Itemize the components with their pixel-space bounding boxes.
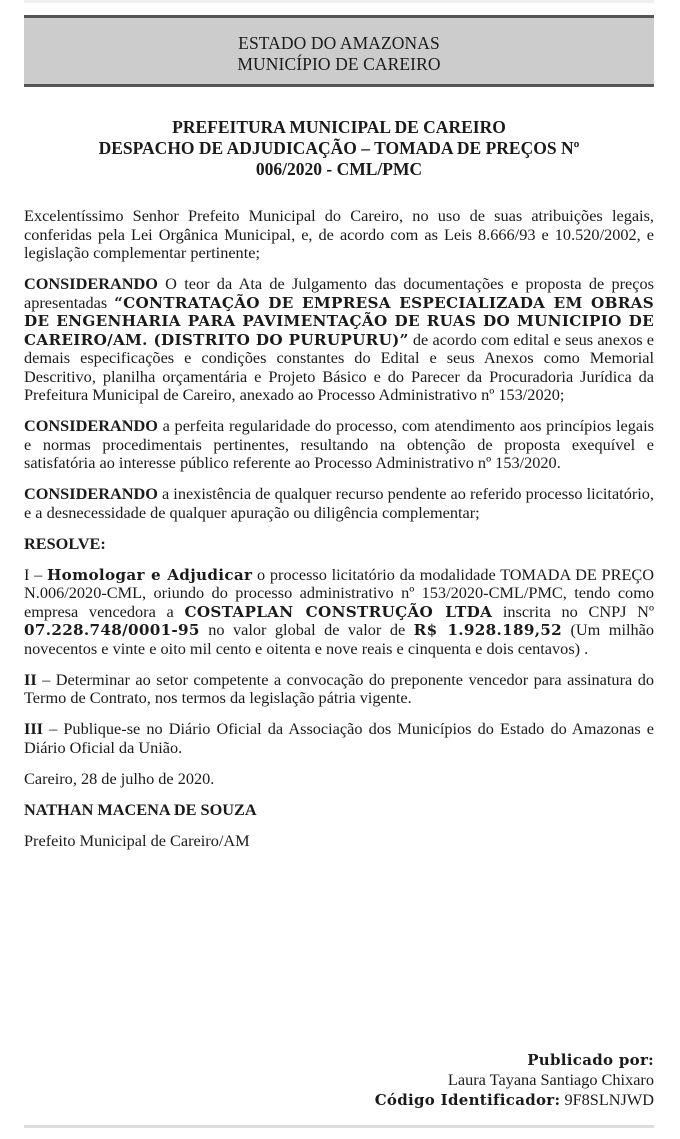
contract-object: “CONTRATAÇÃO DE EMPRESA ESPECIALIZADA EM OBRAS DE ENGENHARIA PARA PAVIMENTAÇÃO DE RUAS DO MUNICIPIO DE CAREIRO/AM. (DISTRITO DO PURUPURU)” <box>24 293 654 349</box>
considerando-keyword: CONSIDERANDO <box>24 484 158 503</box>
intro-paragraph: Excelentíssimo Senhor Prefeito Municipal do Careiro, no uso de suas atribuições legais, conferidas pela Lei Orgânica Municipal, e, de acordo com as Leis 8.666/93 e 10.520/2002, e legislação complementar pertinente; <box>24 206 654 262</box>
header-state: ESTADO DO AMAZONAS <box>238 33 440 53</box>
identifier-code-line <box>375 1090 654 1110</box>
resolve-label: RESOLVE: <box>24 533 106 553</box>
item-text: – Publique-se no Diário Oficial da Associação dos Municípios do Estado do Amazonas e Diário Oficial da União. <box>24 719 654 757</box>
item-text: (Um milhão novecentos e vinte e oito mil cento e oitenta e nove reais e cinquenta e dois centavos) . <box>24 620 655 658</box>
considerando-paragraph-2 <box>24 417 654 473</box>
document-title <box>24 117 654 180</box>
published-by-label: Publicado por: <box>527 1051 654 1069</box>
identifier-code: 9F8SLNJWD <box>564 1090 654 1109</box>
company-cnpj: 07.228.748/0001-95 <box>24 621 200 639</box>
considerando-text: de acordo com edital e seus anexos e demais especificações e condições constantes do Edital e seus Anexos como Memorial Descritivo, planilha orçamentária e Projeto Básico e do Parecer da Procuradoria Jurídica da Prefeitura Municipal de Careiro, anexado ao Processo Administrativo nº 153/2020; <box>24 329 654 404</box>
considerando-text: O teor da Ata de Julgamento das documentações e proposta de preços apresentadas <box>24 274 654 312</box>
resolution-item-3 <box>24 720 654 757</box>
publication-info <box>375 1050 654 1110</box>
item-prefix: I – <box>24 564 48 584</box>
item-action: Homologar e Adjudicar <box>47 565 253 584</box>
resolution-item-1 <box>24 566 654 659</box>
signatory-name: NATHAN MACENA DE SOUZA <box>24 799 257 819</box>
header-band <box>24 15 654 87</box>
signatory-role: Prefeito Municipal de Careiro/AM <box>24 830 250 850</box>
considerando-keyword: CONSIDERANDO <box>24 274 158 293</box>
item-prefix: III <box>24 719 44 738</box>
item-text: – Determinar ao setor competente a convocação do preponente vencedor para assinatura do Termo de Contrato, nos termos da legislação pátria vigente. <box>24 669 654 707</box>
considerando-paragraph-3 <box>24 485 654 522</box>
considerando-paragraph-1 <box>24 275 654 405</box>
item-prefix: II <box>24 669 37 689</box>
considerando-text: a inexistência de qualquer recurso pendente ao referido processo licitatório, e a desnecessidade de qualquer apuração ou diligência complementar; <box>24 484 654 522</box>
global-value: R$ 1.928.189,52 <box>413 621 563 639</box>
title-line-1: PREFEITURA MUNICIPAL DE CAREIRO <box>172 117 506 137</box>
title-line-2: DESPACHO DE ADJUDICAÇÃO – TOMADA DE PREÇOS Nº <box>98 138 580 158</box>
item-text: o processo licitatório da modalidade TOMADA DE PREÇO N.006/2020-CML, oriundo do processo administrativo nº 153/2020-CML/PMC, tendo como empresa vencedora a <box>24 564 655 621</box>
bottom-rule <box>24 1125 654 1128</box>
publisher-name: Laura Tayana Santiago Chixaro <box>447 1070 654 1089</box>
item-text: no valor global de valor de <box>199 620 414 639</box>
title-line-3: 006/2020 - CML/PMC <box>255 159 423 179</box>
resolution-item-2 <box>24 671 654 708</box>
top-rule <box>24 0 654 3</box>
identifier-code-label: Código Identificador: <box>374 1091 561 1109</box>
winning-company: COSTAPLAN CONSTRUÇÃO LTDA <box>184 602 493 621</box>
document-body <box>24 207 654 863</box>
header-municipality: MUNICÍPIO DE CAREIRO <box>237 54 441 74</box>
item-text: inscrita no CNPJ Nº <box>492 601 654 621</box>
considerando-text: a perfeita regularidade do processo, com atendimento aos princípios legais e normas procedimentais pertinentes, resultando na obtenção de proposta exequível e satisfatória ao interesse público referente ao Processo Administrativo nº 153/2020. <box>24 416 654 472</box>
date-line: Careiro, 28 de julho de 2020. <box>24 768 215 788</box>
considerando-keyword: CONSIDERANDO <box>24 416 158 435</box>
